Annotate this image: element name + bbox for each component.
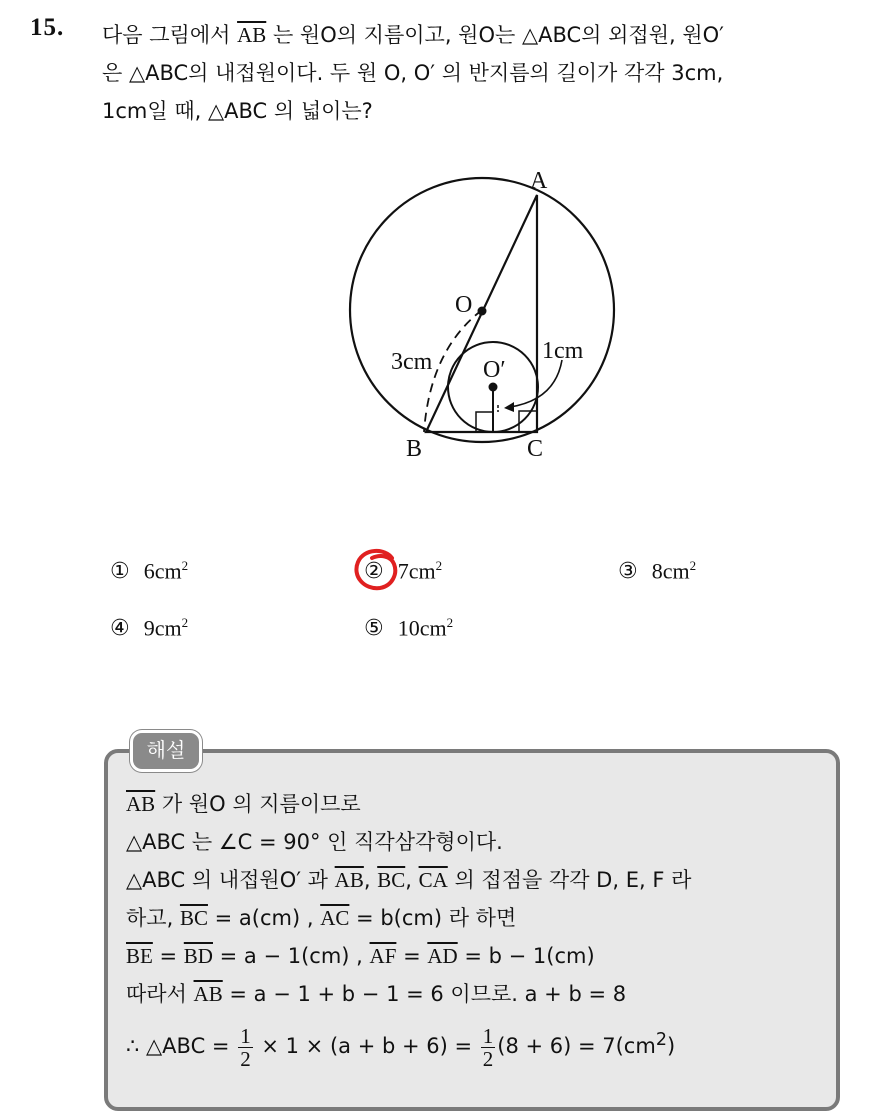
label-c: C: [527, 436, 544, 462]
choice-4-value: $9cm^2$: [143, 615, 189, 641]
center-o2-dot: [489, 383, 498, 392]
solution-tag: 해설: [130, 730, 202, 772]
choice-3-value: $8cm^2$: [651, 558, 697, 584]
choice-4[interactable]: [110, 615, 188, 641]
question-line-2: 은 △ABC의 내접원이다. 두 원 O, O′ 의 반지름의 길이가 각각 3cm,: [102, 61, 724, 85]
solution-line-5: $\overline{BE} = \overline{BD} = a - 1(cm)$ , $\overline{AF} = \overline{AD} = b - 1(cm)$: [126, 944, 595, 968]
label-o: O: [455, 292, 473, 318]
answer-circle-mark: [352, 546, 402, 594]
choice-4-number: ④: [110, 615, 130, 641]
choice-2-number: ②: [364, 558, 384, 584]
choice-5[interactable]: [364, 615, 453, 641]
choice-2-value: $7cm^2$: [397, 558, 443, 584]
fraction-half-1: $\frac{1}{2}$: [240, 1023, 251, 1071]
label-radius-3cm: 3cm: [391, 349, 433, 375]
radius-arc-dashed: [424, 310, 482, 432]
arrow-head: [504, 402, 514, 412]
choice-5-value: $10cm^2$: [397, 615, 454, 641]
question-text: [102, 16, 872, 130]
segment-ab: $\overline{AB}$: [237, 23, 267, 47]
label-b: B: [406, 436, 423, 462]
solution-line-7: ∴ △ABC = $\frac{1}{2}$ × 1 × (a + b + 6) = $\frac{1}{2}$ $(8 + 6) = 7(cm^2)$: [126, 1023, 676, 1071]
question-number: 15.: [30, 14, 65, 41]
solution-line-2: △ABC 는 ∠C = 90° 인 직각삼각형이다.: [126, 830, 503, 854]
choice-5-number: ⑤: [364, 615, 384, 641]
solution-line-1: $\overline{AB}$ 가 원O 의 지름이므로: [126, 792, 361, 816]
choice-3[interactable]: [618, 558, 696, 584]
question-line-1: 다음 그림에서 $\overline{AB}$ 는 원O의 지름이고, 원O는 △ABC의 외접원, 원O′: [102, 23, 724, 47]
solution-line-6: 따라서 $\overline{AB} = a - 1 + b - 1 = 6$ 이므로. a + b = 8: [126, 982, 627, 1006]
center-o-dot: [478, 307, 487, 316]
geometry-figure: [340, 160, 640, 470]
choice-1-value: $6cm^2$: [143, 558, 189, 584]
choice-3-number: ③: [618, 558, 638, 584]
fraction-half-2: $\frac{1}{2}$: [482, 1023, 494, 1071]
label-o-prime: O′: [483, 357, 506, 383]
label-a: A: [530, 168, 548, 194]
choice-1[interactable]: [110, 558, 188, 584]
solution-line-3: △ABC 의 내접원O′ 과 $\overline{AB}$, $\overline{BC}$, $\overline{CA}$ 의 접점을 각각 D, E, F 라: [126, 868, 692, 892]
label-radius-1cm: 1cm: [542, 338, 584, 364]
solution-line-4: 하고, $\overline{BC} = a(cm)$ , $\overline{AC} = b(cm)$ 라 하면: [126, 906, 517, 930]
solution-text: [126, 785, 836, 1071]
choice-1-number: ①: [110, 558, 130, 584]
question-line-3: 1cm일 때, △ABC 의 넓이는?: [102, 99, 373, 123]
